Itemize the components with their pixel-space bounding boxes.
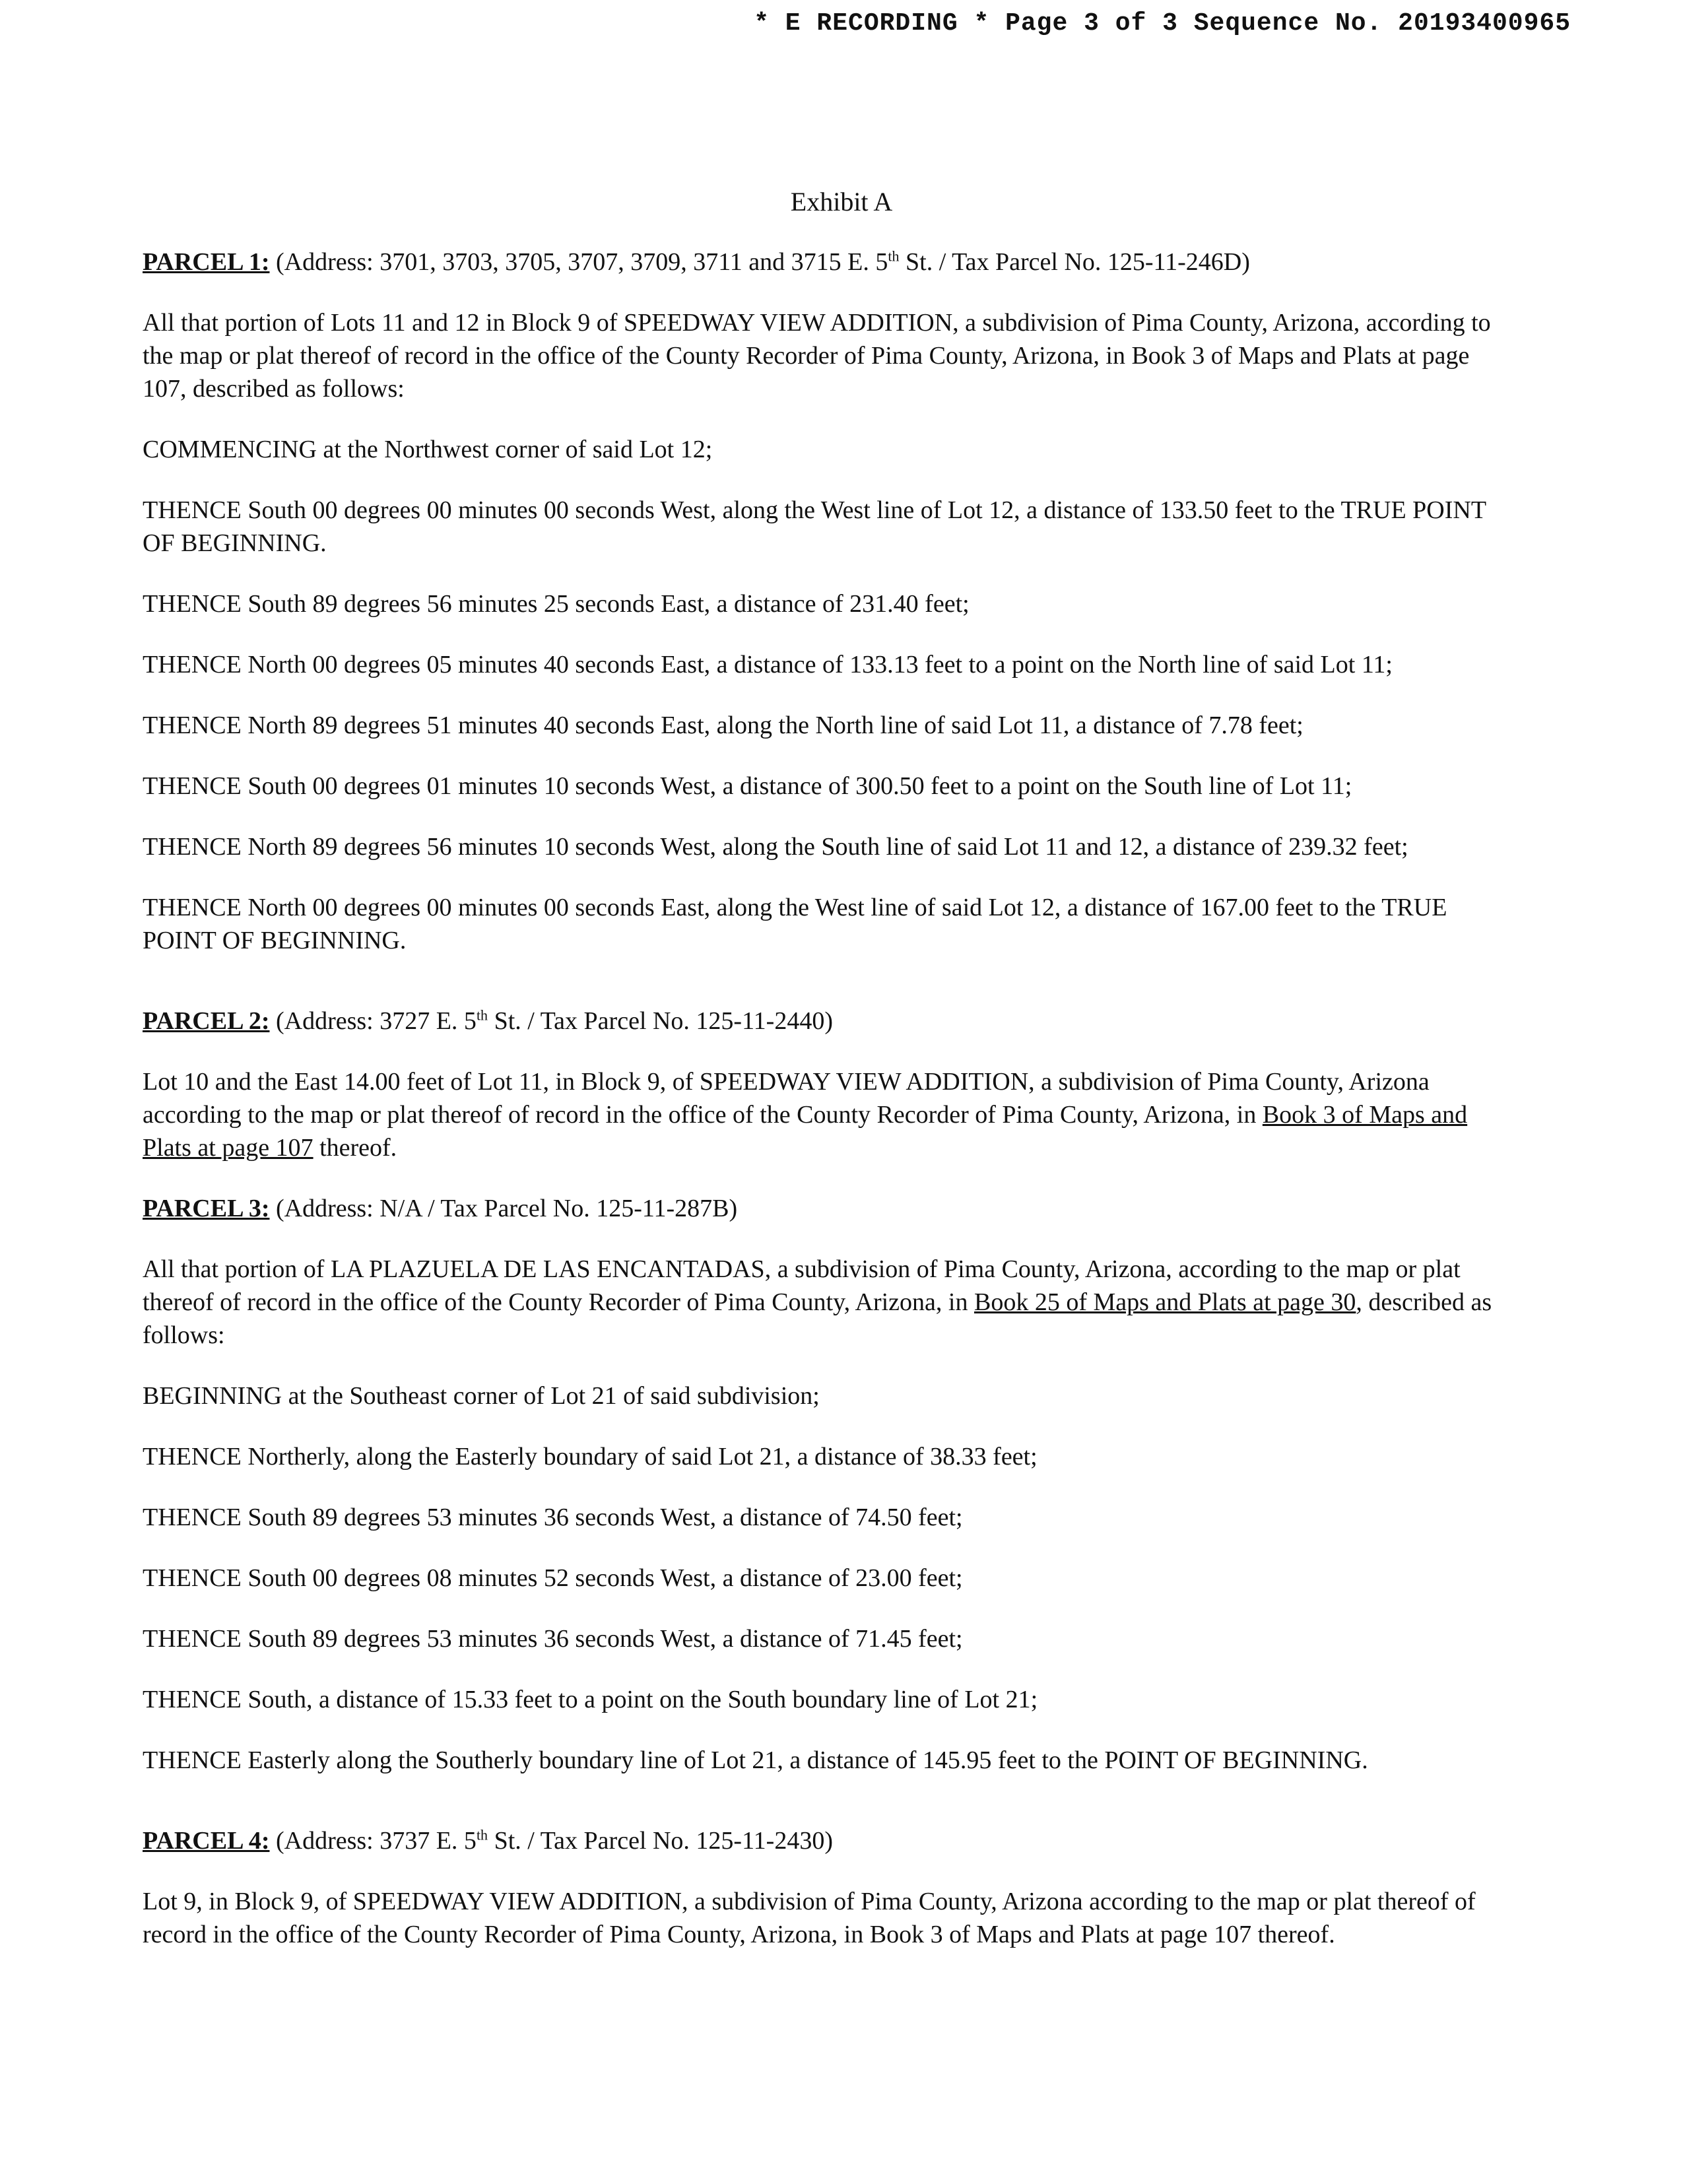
parcel-3-heading (143, 1192, 1496, 1225)
section-gap (143, 985, 1496, 1005)
parcel-4-heading (143, 1824, 1496, 1857)
parcel-2-info-sup: th (476, 1007, 488, 1024)
parcel-1-call: THENCE North 00 degrees 05 minutes 40 seconds East, a distance of 133.13 feet to a point on the North line of said Lot 11; (143, 651, 1393, 678)
parcel-3-desc-end: , described as follows: (143, 1288, 1492, 1349)
parcel-2-desc-text: Lot 10 and the East 14.00 feet of Lot 11, in Block 9, of SPEEDWAY VIEW ADDITION, a subdivision of Pima County, Arizona according to the map or plat thereof of record in the office of the County Recorder of Pima County, Arizona, in (143, 1068, 1430, 1129)
parcel-1-call: THENCE South 00 degrees 00 minutes 00 seconds West, along the West line of Lot 12, a distance of 133.50 feet to the TRUE POINT OF BEGINNING. (143, 496, 1486, 557)
parcel-1-call: THENCE North 89 degrees 56 minutes 10 seconds West, along the South line of said Lot 11 and 12, a distance of 239.32 feet; (143, 833, 1408, 861)
parcel-4-info-sup: th (476, 1826, 488, 1843)
section-gap (143, 1804, 1496, 1824)
parcel-4-label: PARCEL 4: (143, 1827, 270, 1855)
parcel-2-desc-end: thereof. (313, 1134, 397, 1162)
parcel-1-call: THENCE North 89 degrees 51 minutes 40 seconds East, along the North line of said Lot 11, a distance of 7.78 feet; (143, 711, 1304, 739)
parcel-2-info-end: St. / Tax Parcel No. 125-11-2440) (488, 1007, 833, 1035)
parcel-1-info-end: St. / Tax Parcel No. 125-11-246D) (899, 248, 1250, 276)
parcel-1-info: (Address: 3701, 3703, 3705, 3707, 3709, 3711 and 3715 E. 5 (269, 248, 888, 276)
parcel-1-description: All that portion of Lots 11 and 12 in Block 9 of SPEEDWAY VIEW ADDITION, a subdivision of Pima County, Arizona, according to the map or plat thereof of record in the office of the County Recorder of Pima County, Arizona, in Book 3 of Maps and Plats at page 107, described as follows: (143, 309, 1491, 403)
parcel-3-call: THENCE South, a distance of 15.33 feet to a point on the South boundary line of Lot 21; (143, 1686, 1038, 1713)
parcel-1-call: THENCE North 00 degrees 00 minutes 00 seconds East, along the West line of said Lot 12, a distance of 167.00 feet to the TRUE POINT OF BEGINNING. (143, 894, 1447, 954)
parcel-3-call: BEGINNING at the Southeast corner of Lot 21 of said subdivision; (143, 1382, 820, 1410)
parcel-3-call: THENCE Northerly, along the Easterly boundary of said Lot 21, a distance of 38.33 feet; (143, 1443, 1038, 1471)
parcel-3-book-reference: Book 25 of Maps and Plats at page 30 (974, 1288, 1356, 1316)
parcel-1-call: THENCE South 00 degrees 01 minutes 10 seconds West, a distance of 300.50 feet to a point on the South line of Lot 11; (143, 772, 1352, 800)
parcel-2-book-reference: Book 3 of Maps and Plats at page 107 (143, 1101, 1468, 1162)
parcel-3-desc-text: All that portion of LA PLAZUELA DE LAS ENCANTADAS, a subdivision of Pima County, Arizona, according to the map or plat thereof of record in the office of the County Recorder of Pima County, Arizona, in (143, 1255, 1461, 1316)
parcel-1-heading (143, 246, 1496, 279)
parcel-3-info: (Address: N/A / Tax Parcel No. 125-11-287B) (269, 1195, 738, 1222)
parcel-4-description: Lot 9, in Block 9, of SPEEDWAY VIEW ADDITION, a subdivision of Pima County, Arizona according to the map or plat thereof of record in the office of the County Recorder of Pima County, Arizona, in Book 3 of Maps and Plats at page 107 thereof. (143, 1888, 1476, 1948)
parcel-2-heading (143, 1005, 1496, 1038)
parcel-1-info-sup: th (888, 248, 900, 265)
parcel-3-call: THENCE South 89 degrees 53 minutes 36 seconds West, a distance of 74.50 feet; (143, 1504, 963, 1531)
parcel-2-info: (Address: 3727 E. 5 (269, 1007, 477, 1035)
document-body (143, 246, 1496, 1979)
parcel-1-call: THENCE South 89 degrees 56 minutes 25 seconds East, a distance of 231.40 feet; (143, 590, 970, 618)
parcel-3-description (143, 1253, 1496, 1352)
parcel-2-label: PARCEL 2: (143, 1007, 270, 1035)
parcel-2-description (143, 1065, 1496, 1164)
parcel-1-label: PARCEL 1: (143, 248, 270, 276)
parcel-4-info: (Address: 3737 E. 5 (269, 1827, 477, 1855)
parcel-1-call: COMMENCING at the Northwest corner of said Lot 12; (143, 436, 713, 463)
parcel-3-call: THENCE South 89 degrees 53 minutes 36 seconds West, a distance of 71.45 feet; (143, 1625, 963, 1653)
recording-header: * E RECORDING * Page 3 of 3 Sequence No. 20193400965 (754, 9, 1571, 38)
parcel-4-info-end: St. / Tax Parcel No. 125-11-2430) (488, 1827, 833, 1855)
parcel-3-call: THENCE South 00 degrees 08 minutes 52 seconds West, a distance of 23.00 feet; (143, 1564, 963, 1592)
parcel-3-call: THENCE Easterly along the Southerly boundary line of Lot 21, a distance of 145.95 feet to the POINT OF BEGINNING. (143, 1746, 1368, 1774)
exhibit-title: Exhibit A (790, 187, 893, 216)
parcel-3-label: PARCEL 3: (143, 1195, 270, 1222)
